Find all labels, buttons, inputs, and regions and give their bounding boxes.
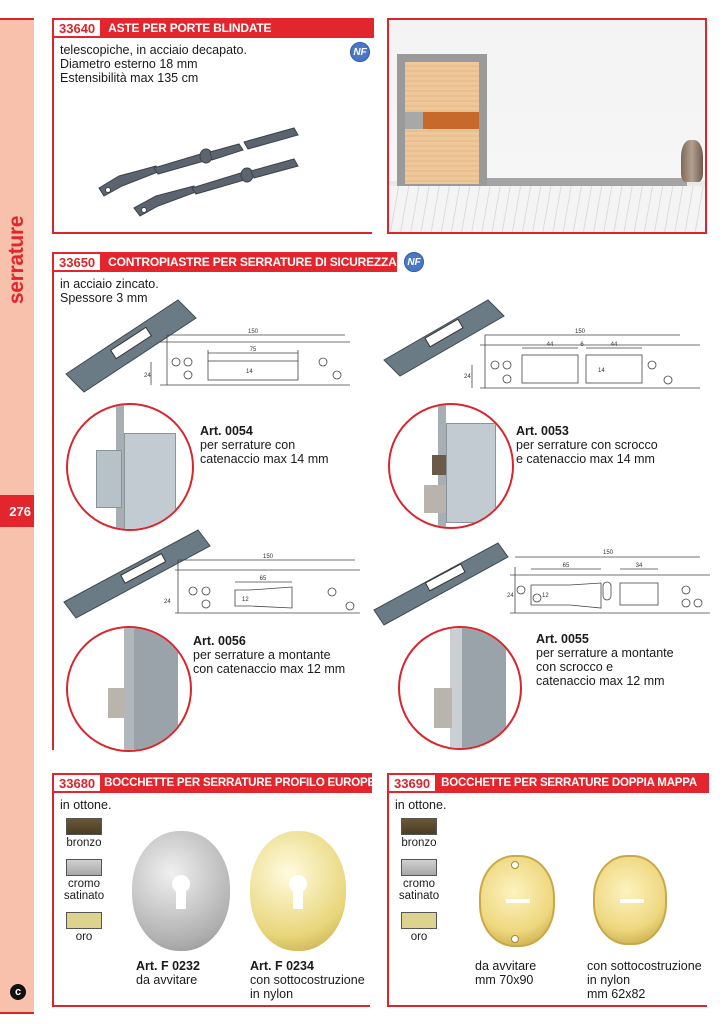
category-label: serrature [5,215,29,305]
armored-door-photo [387,18,707,234]
product-code: 33680 [54,775,100,791]
lock-0055-photo [398,626,522,750]
article-double-bit-nylon-caption: con sottocostruzione in nylon mm 62x82 [587,959,702,1001]
product-code: 33650 [54,254,100,270]
svg-text:44: 44 [610,342,618,348]
swatch-bronzo [66,818,102,835]
article-0055-caption: Art. 0055 per serrature a montante con scrocco e catenaccio max 12 mm [536,632,674,688]
section-header [52,773,384,793]
section-title: CONTROPIASTRE PER SERRATURE DI SICUREZZA [108,255,397,269]
article-double-bit-screw-caption: da avvitare mm 70x90 [475,959,537,987]
lock-0053-photo [388,403,514,529]
section-header [52,252,397,272]
svg-text:150: 150 [247,329,259,335]
section-title: ASTE PER PORTE BLINDATE [108,21,272,35]
svg-text:14: 14 [598,368,605,374]
nf-certification-icon: NF [404,252,424,272]
strike-plate-0054-drawing [60,290,370,400]
svg-text:75: 75 [249,347,257,353]
strike-plate-0053-drawing [380,290,710,400]
product-description: in ottone. [60,798,112,812]
baseboard [487,178,687,186]
svg-text:12: 12 [542,593,549,599]
product-description: in acciaio zincato. Spessore 3 mm [60,277,159,305]
section-33640 [52,18,372,234]
section-33680 [52,773,384,1007]
swatch-oro [66,912,102,929]
product-description: telescopiche, in acciaio decapato. Diametro esterno 18 mm Estensibilità max 135 cm [60,43,247,85]
door-stripe [423,112,479,129]
svg-text:24: 24 [164,599,171,605]
telescopic-rods-image [94,108,324,218]
escutcheon-nylon-photo [593,855,667,945]
door-lock-plate [405,112,423,129]
svg-text:150: 150 [574,329,586,335]
svg-text:34: 34 [635,563,643,569]
svg-text:150: 150 [262,554,274,560]
escutcheon-screw-photo [479,855,555,947]
escutcheon-chrome-photo [132,831,230,951]
article-0056-caption: Art. 0056 per serrature a montante con catenaccio max 12 mm [193,634,346,676]
finish-swatches: bronzo cromo satinato oro [54,818,114,953]
product-description: in ottone. [395,798,447,812]
article-0053-caption: Art. 0053 per serrature con scrocco e catenaccio max 14 mm [516,424,658,466]
svg-text:24: 24 [507,593,514,599]
svg-text:44: 44 [546,342,554,348]
vase [681,140,703,182]
section-title: BOCCHETTE PER SERRATURE PROFILO EUROPEO [104,777,384,789]
lock-0054-photo [66,403,194,531]
svg-text:150: 150 [602,550,614,556]
svg-text:65: 65 [259,576,267,582]
svg-text:6: 6 [580,342,584,348]
escutcheon-gold-photo [250,831,346,951]
article-f0232-caption: Art. F 0232 da avvitare [136,959,200,987]
svg-text:65: 65 [562,563,570,569]
swatch-oro [401,912,437,929]
page-number: 276 [0,495,34,527]
swatch-cromo-satinato [401,859,437,876]
svg-text:24: 24 [464,374,471,380]
brand-logo-icon: c [10,984,26,1000]
svg-text:14: 14 [246,369,253,375]
section-header [387,773,709,793]
swatch-cromo-satinato [66,859,102,876]
article-f0234-caption: Art. F 0234 con sottocostruzione in nylon [250,959,365,1001]
svg-text:24: 24 [144,373,151,379]
swatch-bronzo [401,818,437,835]
strike-plate-0056-drawing [60,510,370,630]
nf-certification-icon: NF [350,42,370,62]
section-title: BOCCHETTE PER SERRATURE DOPPIA MAPPA [441,777,697,789]
section-header [52,18,374,38]
floor-planks [389,186,707,234]
product-code: 33640 [54,20,100,36]
product-code: 33690 [389,775,435,791]
svg-text:12: 12 [242,597,249,603]
strike-plate-0055-drawing [370,535,715,635]
finish-swatches: bronzo cromo satinato oro [389,818,449,953]
article-0054-caption: Art. 0054 per serrature con catenaccio max 14 mm [200,424,329,466]
lock-0056-photo [66,626,192,752]
section-33690 [387,773,707,1007]
